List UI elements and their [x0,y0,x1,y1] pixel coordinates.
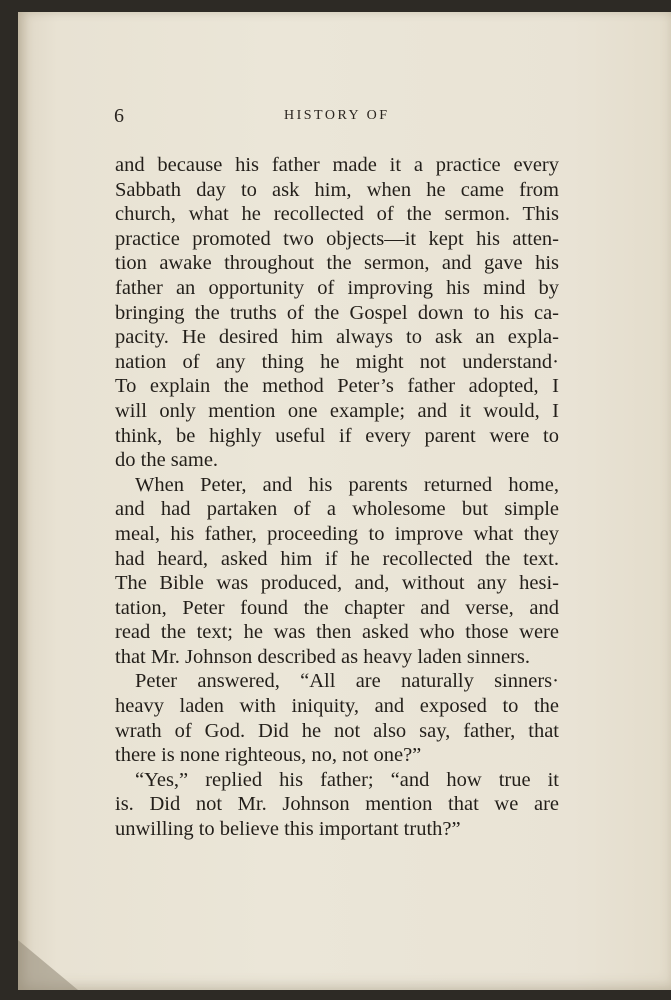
text-line: Sabbath day to ask him, when he came from [115,178,559,201]
text-line: pacity. He desired him always to ask an expla- [115,326,559,349]
text-line: practice promoted two objects—it kept his atten- [115,227,559,250]
text-line: and because his father made it a practice every [115,154,559,176]
text-line: To explain the method Peter’s father adopted, I [115,375,559,398]
text-line: The Bible was produced, and, without any hesi- [115,572,559,595]
text-line: there is none righteous, no, not one?” [115,744,422,767]
text-line: read the text; he was then asked who those were [115,621,559,644]
page-number: 6 [114,105,124,127]
text-line: had heard, asked him if he recollected the text. [115,547,559,570]
text-line: church, what he recollected of the sermon. This [115,203,559,226]
text-line: bringing the truths of the Gospel down to his ca- [115,301,559,324]
text-line: father an opportunity of improving his mind by [115,276,559,299]
text-line: tion awake throughout the sermon, and gave his [115,252,559,275]
text-line: “Yes,” replied his father; “and how true it [135,768,559,791]
text-line: that Mr. Johnson described as heavy laden sinners. [115,645,531,668]
text-line: meal, his father, proceeding to improve what they [115,522,559,545]
text-line: think, be highly useful if every parent were to [115,424,559,447]
book-page [18,12,671,990]
text-line: do the same. [115,449,219,472]
body-text [115,153,559,842]
text-line: nation of any thing he might not understand· [115,350,559,373]
text-line: tation, Peter found the chapter and verse, and [115,596,559,619]
running-head: HISTORY OF [284,108,390,123]
text-line: and had partaken of a wholesome but simple [115,498,559,521]
text-line: unwilling to believe this important truth?” [115,818,461,841]
text-line: wrath of God. Did he not also say, father, that [115,719,559,742]
text-line: heavy laden with iniquity, and exposed to the [115,695,559,718]
text-line: will only mention one example; and it would, I [115,399,559,422]
text-line: is. Did not Mr. Johnson mention that we are [115,793,559,816]
text-line: When Peter, and his parents returned home, [135,473,559,496]
text-line: Peter answered, “All are naturally sinners· [135,670,559,693]
